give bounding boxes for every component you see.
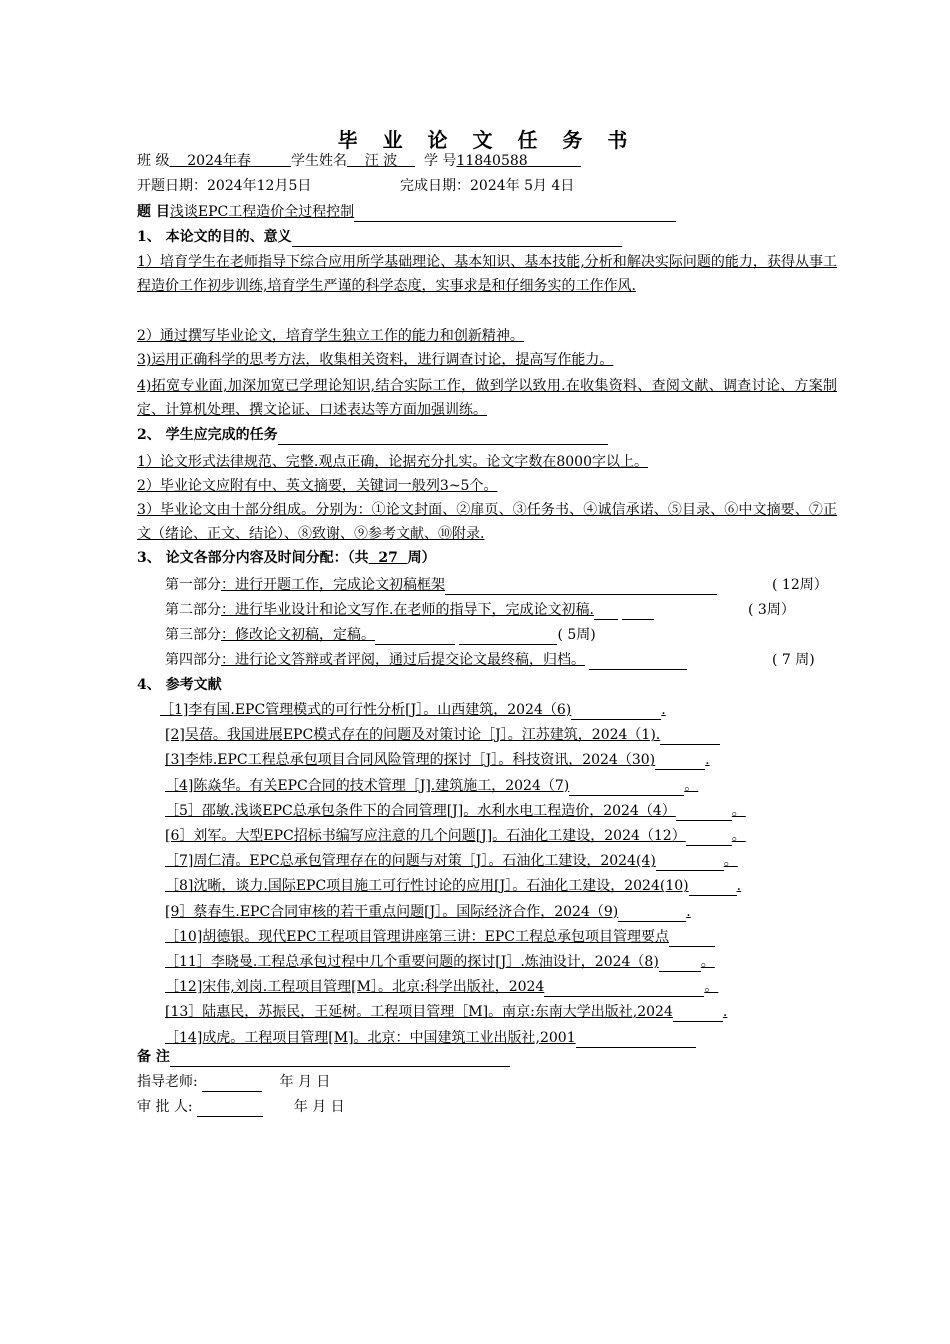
- part-1-content: ：进行开题工作，完成论文初稿框架: [221, 577, 445, 593]
- reference-item: [165, 851, 738, 871]
- reference-text: [6］刘军。大型EPC招标书编写应注意的几个问题[J]。石油化工建设，2024（12）: [165, 828, 686, 844]
- reference-item: [165, 1002, 727, 1022]
- remarks-line: [137, 1047, 510, 1067]
- reference-item: [165, 725, 720, 745]
- section2-item-2: 2）毕业论文应附有中、英文摘要，关键词一般列3~5个。: [137, 478, 498, 494]
- name-value: 汪 波: [364, 153, 398, 169]
- remarks-label: 备 注: [137, 1049, 170, 1065]
- reference-end-mark: .: [686, 903, 691, 920]
- reference-end-mark: 。: [723, 853, 738, 870]
- reference-text: ［4]陈焱华。有关EPC合同的技术管理［J].建筑施工，2024（7): [165, 777, 570, 794]
- approver-label: 审 批 人:: [137, 1099, 193, 1115]
- reference-end-mark: .: [705, 752, 710, 769]
- advisor-line: [137, 1072, 330, 1092]
- reference-item: [165, 776, 698, 796]
- section3-heading-line: [137, 548, 436, 568]
- part-row-3: [165, 625, 596, 645]
- reference-text: ［5］邵敏.浅谈EPC总承包条件下的合同管理[J]。水利水电工程造价，2024（4）: [165, 802, 676, 819]
- section2-heading-line: [137, 425, 608, 445]
- advisor-label: 指导老师:: [137, 1074, 198, 1090]
- start-date-label: 开题日期：: [137, 178, 207, 194]
- part-3-label: 第三部分: [165, 627, 221, 643]
- reference-text: ［7]周仁清。EPC总承包管理存在的问题与对策［J］。石油化工建设，2024(4): [165, 853, 656, 870]
- info-line: [137, 151, 581, 171]
- section2-item-3: 3）毕业论文由十部分组成。分别为：①论文封面、②扉页、③任务书、④诚信承诺、⑤目录、⑥中文摘要、⑦正文（绪论、正文、结论）、⑧致谢、⑨参考文献、⑩附录.: [137, 502, 837, 542]
- reference-end-mark: 。: [684, 777, 699, 794]
- part-2-content: ：进行毕业设计和论文写作.在老师的指导下，完成论文初稿.: [221, 602, 594, 618]
- advisor-signature-field[interactable]: [202, 1076, 262, 1092]
- section1-heading-line: [137, 227, 622, 247]
- reference-text: [3]李炜.EPC工程总承包项目合同风险管理的探讨［J］。科技资讯，2024（30): [165, 752, 656, 769]
- reference-item: [165, 801, 746, 821]
- reference-text: ［12]宋伟,刘岗.工程项目管理[M］。北京:科学出版社，2024: [165, 979, 545, 996]
- section1-item-1: 1）培育学生在老师指导下综合应用所学基础理论、基本知识、基本技能,分析和解决实际问题的能力，获得从事工程造价工作初步训练,培育学生严谨的科学态度，实事求是和仔细务实的工作作风.: [137, 254, 837, 294]
- reference-end-mark: .: [736, 878, 742, 895]
- part-4-label: 第四部分: [165, 652, 221, 668]
- reference-item: [160, 700, 666, 720]
- end-date-label: 完成日期：: [400, 178, 470, 194]
- reference-end-mark: 。: [731, 802, 746, 819]
- reference-item: [165, 750, 710, 770]
- end-date-value: 2024年 5月 4日: [470, 178, 575, 194]
- reference-end-mark: 。: [731, 828, 746, 844]
- reference-text: ［10]胡德银。现代EPC工程项目管理讲座第三讲：EPC工程总承包项目管理要点: [165, 928, 669, 945]
- approver-date: 年 月 日: [293, 1099, 345, 1115]
- reference-text: [13］陆惠民，苏振民，王延树。工程项目管理［M]。南京:东南大学出版社,2024: [165, 1004, 673, 1021]
- dates-line: [137, 176, 311, 196]
- reference-item: [165, 952, 715, 972]
- reference-text: ［8]沈晰，谈力.国际EPC项目施工可行性讨论的应用[J］。石油化工建设，2024(10): [165, 878, 689, 895]
- start-date-value: 2024年12月5日: [207, 178, 312, 194]
- part-1-label: 第一部分: [165, 577, 221, 593]
- name-label: 学生姓名: [290, 153, 347, 169]
- reference-text: [2]吴蓓。我国进展EPC模式存在的问题及对策讨论［J］。江苏建筑，2024（1).: [165, 727, 661, 744]
- part-2-duration: ( 3周）: [748, 602, 795, 618]
- reference-text: ［11］李晓曼.工程总承包过程中几个重要问题的探讨[J］.炼油设计，2024（8): [165, 954, 659, 970]
- reference-end-mark: 。: [700, 954, 715, 970]
- part-4-duration: ( 7 周): [772, 652, 815, 668]
- end-date-line: [400, 176, 574, 196]
- part-3-duration: ( 5周): [557, 627, 596, 643]
- id-label: 学 号: [423, 153, 457, 169]
- section1-item-4: 4)拓宽专业面,加深加宽已学理论知识,结合实际工作，做到学以致用.在收集资料、查阅文献、调查讨论、方案制定、计算机处理、撰文论证、口述表达等方面加强训练。: [137, 378, 837, 418]
- reference-item: [165, 977, 718, 997]
- topic-line: [137, 202, 676, 222]
- class-label: 班 级: [137, 153, 170, 169]
- class-value: 2024年春: [187, 153, 251, 169]
- section1-item-3: 3)运用正确科学的思考方法，收集相关资料，进行调查讨论，提高写作能力。: [137, 352, 614, 368]
- topic-value: 浅谈EPC工程造价全过程控制: [169, 204, 355, 220]
- section3-heading-prefix: 3、 论文各部分内容及时间分配：（共: [137, 550, 369, 566]
- section2-heading: 2、 学生应完成的任务: [137, 427, 278, 443]
- reference-text: [9］蔡春生.EPC合同审核的若干重点问题[J］。国际经济合作，2024（9): [165, 903, 619, 920]
- part-3-content: ：修改论文初稿，定稿。: [221, 627, 375, 643]
- approver-signature-field[interactable]: [197, 1101, 263, 1117]
- section1-heading: 1、 本论文的目的、意义: [137, 229, 292, 245]
- reference-text: ［14]成虎。工程项目管理[M]。北京：中国建筑工业出版社,2001: [165, 1029, 576, 1046]
- advisor-date: 年 月 日: [279, 1074, 331, 1090]
- part-4-content: ：进行论文答辩或者评阅，通过后提交论文最终稿，归档。: [221, 652, 585, 668]
- section2-item-1: 1）论文形式法律规范、完整.观点正确，论据充分扎实。论文字数在8000字以上。: [137, 454, 648, 470]
- id-value: 11840588: [456, 153, 528, 169]
- document-title: 毕 业 论 文 任 务 书: [337, 128, 637, 152]
- part-row-1: [165, 575, 717, 595]
- reference-item: [165, 876, 741, 896]
- reference-end-mark: 。: [704, 979, 719, 996]
- reference-end-mark: .: [722, 1004, 728, 1021]
- part-1-duration: ( 12周）: [772, 577, 828, 593]
- reference-item: [165, 1028, 696, 1048]
- section3-weeks-total: 27: [378, 550, 398, 566]
- reference-end-mark: .: [661, 702, 666, 718]
- section1-item-2: 2）通过撰写毕业论文，培育学生独立工作的能力和创新精神。: [137, 328, 524, 344]
- part-2-label: 第二部分: [165, 602, 221, 618]
- reference-item: [165, 826, 746, 846]
- part-row-2: [165, 600, 654, 620]
- section4-heading: 4、 参考文献: [137, 677, 222, 693]
- reference-item: [165, 902, 691, 922]
- approver-line: [137, 1097, 345, 1117]
- part-row-4: [165, 650, 687, 670]
- reference-text: ［1]李有国.EPC管理模式的可行性分析[J］。山西建筑，2024（6): [160, 702, 572, 718]
- topic-label: 题 目: [137, 204, 170, 220]
- reference-item: [165, 927, 715, 947]
- section3-heading-suffix: 周）: [407, 550, 436, 566]
